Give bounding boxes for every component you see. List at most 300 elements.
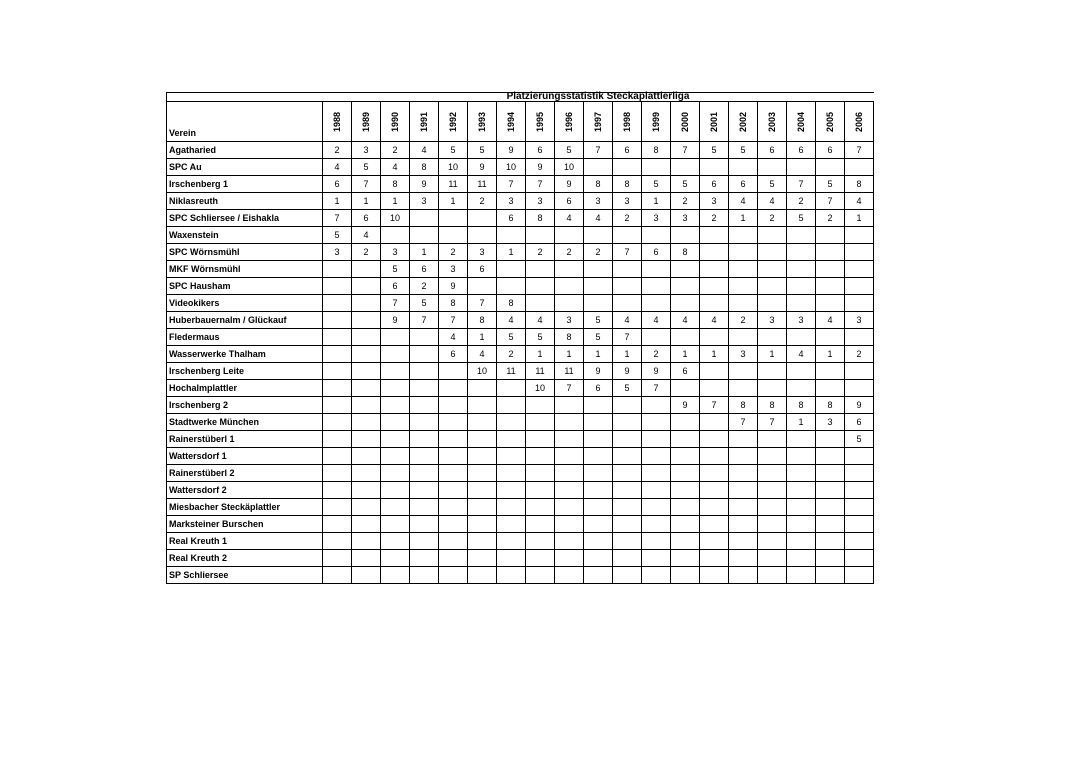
- placement-cell: 7: [613, 244, 642, 261]
- year-header: [468, 102, 497, 142]
- placement-cell: [381, 448, 410, 465]
- placement-cell: [555, 516, 584, 533]
- placement-cell: [526, 397, 555, 414]
- placement-cell: [584, 482, 613, 499]
- placement-cell: 11: [468, 176, 497, 193]
- placement-cell: [613, 278, 642, 295]
- placement-cell: [323, 363, 352, 380]
- placement-cell: [352, 482, 381, 499]
- placement-cell: [526, 448, 555, 465]
- placement-cell: [642, 567, 671, 584]
- placement-cell: 8: [729, 397, 758, 414]
- placement-cell: 9: [642, 363, 671, 380]
- placement-cell: [700, 567, 729, 584]
- placement-cell: 6: [468, 261, 497, 278]
- placement-cell: [700, 448, 729, 465]
- placement-cell: 2: [787, 193, 816, 210]
- placement-cell: 7: [816, 193, 845, 210]
- placement-cell: [555, 482, 584, 499]
- club-name: SPC Au: [167, 159, 323, 176]
- placement-cell: 7: [468, 295, 497, 312]
- placement-cell: [468, 482, 497, 499]
- placement-cell: [642, 159, 671, 176]
- placement-cell: [410, 414, 439, 431]
- placement-cell: [613, 261, 642, 278]
- year-label: 1992: [448, 111, 458, 132]
- placement-cell: [584, 159, 613, 176]
- placement-cell: [642, 550, 671, 567]
- placement-cell: [410, 482, 439, 499]
- placement-cell: [410, 380, 439, 397]
- placement-cell: [845, 278, 874, 295]
- placement-cell: [323, 499, 352, 516]
- placement-cell: 11: [555, 363, 584, 380]
- placement-cell: [845, 363, 874, 380]
- year-header: [584, 102, 613, 142]
- placement-cell: [439, 380, 468, 397]
- placement-cell: [555, 567, 584, 584]
- placement-cell: [816, 261, 845, 278]
- year-header: [439, 102, 468, 142]
- placement-cell: 1: [758, 346, 787, 363]
- placement-cell: 9: [381, 312, 410, 329]
- placement-cell: [497, 380, 526, 397]
- placement-cell: [671, 448, 700, 465]
- placement-cell: [700, 295, 729, 312]
- placement-cell: 6: [526, 142, 555, 159]
- placement-cell: 4: [497, 312, 526, 329]
- placement-cell: 7: [729, 414, 758, 431]
- placement-cell: [410, 210, 439, 227]
- placement-cell: [700, 414, 729, 431]
- placement-cell: [323, 414, 352, 431]
- placement-cell: [323, 278, 352, 295]
- placement-cell: [816, 533, 845, 550]
- placement-cell: [671, 295, 700, 312]
- placement-cell: [584, 533, 613, 550]
- placement-cell: [729, 278, 758, 295]
- placement-cell: [323, 380, 352, 397]
- placement-cell: [439, 465, 468, 482]
- placement-cell: 9: [497, 142, 526, 159]
- placement-cell: 9: [410, 176, 439, 193]
- placement-cell: 2: [816, 210, 845, 227]
- placement-cell: [497, 499, 526, 516]
- placement-cell: [729, 533, 758, 550]
- placement-cell: 6: [758, 142, 787, 159]
- placement-cell: [729, 499, 758, 516]
- placement-cell: 9: [671, 397, 700, 414]
- placement-cell: 2: [613, 210, 642, 227]
- placement-cell: 1: [613, 346, 642, 363]
- placement-cell: [642, 278, 671, 295]
- club-name: Hochalmplattler: [167, 380, 323, 397]
- placement-cell: [323, 312, 352, 329]
- placement-cell: 8: [439, 295, 468, 312]
- placement-cell: [642, 465, 671, 482]
- placement-cell: [700, 499, 729, 516]
- placement-cell: 9: [526, 159, 555, 176]
- placement-cell: [584, 550, 613, 567]
- placement-cell: [439, 550, 468, 567]
- placement-cell: 6: [352, 210, 381, 227]
- placement-cell: [439, 482, 468, 499]
- placement-cell: 6: [381, 278, 410, 295]
- placement-cell: 5: [497, 329, 526, 346]
- club-name: SPC Wörnsmühl: [167, 244, 323, 261]
- placement-cell: 5: [613, 380, 642, 397]
- placement-cell: 2: [439, 244, 468, 261]
- club-name: Rainerstüberl 2: [167, 465, 323, 482]
- placement-cell: 8: [555, 329, 584, 346]
- placement-cell: 5: [468, 142, 497, 159]
- placement-cell: [758, 329, 787, 346]
- placement-cell: [323, 482, 352, 499]
- placement-cell: [758, 295, 787, 312]
- placement-cell: [700, 550, 729, 567]
- placement-cell: 3: [613, 193, 642, 210]
- placement-cell: [526, 533, 555, 550]
- placement-cell: [787, 465, 816, 482]
- placement-cell: [555, 278, 584, 295]
- placement-cell: 5: [555, 142, 584, 159]
- placement-cell: [410, 329, 439, 346]
- placement-cell: [816, 465, 845, 482]
- placement-cell: [700, 431, 729, 448]
- club-name: Miesbacher Steckäplattler: [167, 499, 323, 516]
- placement-cell: [439, 448, 468, 465]
- placement-cell: [468, 380, 497, 397]
- placement-cell: [613, 295, 642, 312]
- placement-cell: 4: [381, 159, 410, 176]
- placement-cell: 3: [352, 142, 381, 159]
- placement-cell: 3: [323, 244, 352, 261]
- placement-cell: [526, 227, 555, 244]
- table-title: Platzierungsstatistik Steckäplattlerliga: [323, 93, 874, 102]
- placement-cell: [845, 261, 874, 278]
- placement-cell: [497, 550, 526, 567]
- placement-cell: 9: [584, 363, 613, 380]
- placement-cell: [816, 278, 845, 295]
- placement-cell: 6: [671, 363, 700, 380]
- placement-cell: 10: [555, 159, 584, 176]
- placement-cell: [642, 482, 671, 499]
- placement-cell: [410, 516, 439, 533]
- table-row: [167, 465, 874, 482]
- placement-cell: 3: [700, 193, 729, 210]
- placement-cell: [787, 431, 816, 448]
- placement-cell: [555, 448, 584, 465]
- placement-cell: [468, 210, 497, 227]
- year-label: 1997: [593, 111, 603, 132]
- placement-cell: [526, 414, 555, 431]
- placement-cell: [352, 380, 381, 397]
- club-name: Real Kreuth 1: [167, 533, 323, 550]
- placement-cell: [787, 533, 816, 550]
- placement-cell: [526, 550, 555, 567]
- placement-cell: [381, 227, 410, 244]
- placement-cell: [642, 431, 671, 448]
- placement-cell: [439, 499, 468, 516]
- placement-cell: [787, 278, 816, 295]
- placement-cell: 2: [468, 193, 497, 210]
- placement-cell: [439, 516, 468, 533]
- placement-cell: 1: [555, 346, 584, 363]
- placement-cell: [352, 329, 381, 346]
- placement-cell: [700, 227, 729, 244]
- placement-cell: 6: [787, 142, 816, 159]
- club-name: Fledermaus: [167, 329, 323, 346]
- placement-cell: 7: [410, 312, 439, 329]
- placement-cell: 8: [816, 397, 845, 414]
- placement-cell: [758, 431, 787, 448]
- placement-cell: [381, 533, 410, 550]
- placement-cell: [555, 465, 584, 482]
- placement-cell: 3: [468, 244, 497, 261]
- placement-cell: [671, 533, 700, 550]
- placement-cell: [468, 550, 497, 567]
- placement-cell: [323, 567, 352, 584]
- placement-cell: [584, 499, 613, 516]
- placement-cell: [845, 329, 874, 346]
- placement-cell: 3: [497, 193, 526, 210]
- table-row: [167, 278, 874, 295]
- placement-cell: 4: [700, 312, 729, 329]
- placement-cell: [555, 499, 584, 516]
- placement-cell: 2: [410, 278, 439, 295]
- placement-cell: 3: [642, 210, 671, 227]
- table-row: [167, 261, 874, 278]
- placement-cell: [642, 499, 671, 516]
- placement-cell: [584, 431, 613, 448]
- placement-cell: [729, 516, 758, 533]
- placement-cell: 2: [381, 142, 410, 159]
- placement-cell: [845, 159, 874, 176]
- placement-cell: 11: [439, 176, 468, 193]
- placement-cell: [352, 499, 381, 516]
- placement-cell: [787, 550, 816, 567]
- placement-cell: [323, 329, 352, 346]
- club-name: MKF Wörnsmühl: [167, 261, 323, 278]
- placement-cell: [381, 516, 410, 533]
- year-header: [700, 102, 729, 142]
- placement-cell: [468, 227, 497, 244]
- placement-cell: [497, 567, 526, 584]
- placement-cell: 5: [758, 176, 787, 193]
- placement-cell: [613, 414, 642, 431]
- placement-cell: [352, 448, 381, 465]
- placement-cell: 9: [845, 397, 874, 414]
- placement-cell: 1: [816, 346, 845, 363]
- table-row: [167, 295, 874, 312]
- club-name: Agatharied: [167, 142, 323, 159]
- verein-header: Verein: [167, 102, 323, 142]
- table-row: [167, 346, 874, 363]
- placement-cell: [468, 431, 497, 448]
- placement-cell: [468, 516, 497, 533]
- year-label: 2001: [709, 111, 719, 132]
- placement-cell: 8: [613, 176, 642, 193]
- placement-cell: [584, 295, 613, 312]
- placement-cell: [758, 244, 787, 261]
- placement-cell: 6: [439, 346, 468, 363]
- placement-cell: [323, 516, 352, 533]
- placement-cell: 2: [526, 244, 555, 261]
- placement-cell: [323, 431, 352, 448]
- placement-cell: 3: [555, 312, 584, 329]
- placement-cell: [845, 567, 874, 584]
- placement-cell: [410, 431, 439, 448]
- club-name: Rainerstüberl 1: [167, 431, 323, 448]
- placement-cell: [613, 431, 642, 448]
- placement-cell: 11: [497, 363, 526, 380]
- placement-cell: 10: [439, 159, 468, 176]
- placement-cell: [671, 499, 700, 516]
- placement-cell: 8: [410, 159, 439, 176]
- placement-cell: [352, 295, 381, 312]
- placement-cell: [555, 261, 584, 278]
- placement-cell: 7: [845, 142, 874, 159]
- placement-cell: 5: [700, 142, 729, 159]
- year-label: 1989: [361, 111, 371, 132]
- placement-cell: [758, 380, 787, 397]
- placement-cell: [555, 295, 584, 312]
- placement-cell: [584, 448, 613, 465]
- placement-cell: [323, 533, 352, 550]
- placement-cell: 6: [410, 261, 439, 278]
- placement-cell: [787, 380, 816, 397]
- placement-cell: [352, 516, 381, 533]
- placement-cell: 1: [845, 210, 874, 227]
- placement-cell: [642, 329, 671, 346]
- placement-cell: [700, 533, 729, 550]
- placement-cell: [613, 397, 642, 414]
- placement-cell: [497, 397, 526, 414]
- year-header: [642, 102, 671, 142]
- placement-cell: [671, 278, 700, 295]
- placement-cell: 5: [845, 431, 874, 448]
- year-label: 2002: [738, 111, 748, 132]
- placement-cell: 4: [439, 329, 468, 346]
- placement-cell: 1: [439, 193, 468, 210]
- placement-cell: 6: [642, 244, 671, 261]
- placement-cell: [729, 261, 758, 278]
- placement-cell: [381, 363, 410, 380]
- placement-cell: 6: [497, 210, 526, 227]
- placement-cell: 1: [381, 193, 410, 210]
- placement-cell: [671, 414, 700, 431]
- club-name: Marksteiner Burschen: [167, 516, 323, 533]
- placement-cell: 6: [584, 380, 613, 397]
- placement-cell: [526, 261, 555, 278]
- placement-cell: [555, 227, 584, 244]
- placement-cell: [642, 295, 671, 312]
- club-name: SP Schliersee: [167, 567, 323, 584]
- table-row: [167, 244, 874, 261]
- placement-cell: [758, 499, 787, 516]
- placement-cell: [729, 363, 758, 380]
- table-row: [167, 397, 874, 414]
- placement-cell: [845, 448, 874, 465]
- placement-cell: [816, 295, 845, 312]
- placement-cell: 7: [497, 176, 526, 193]
- placement-cell: [468, 533, 497, 550]
- placement-cell: [555, 550, 584, 567]
- placement-cell: [816, 550, 845, 567]
- placement-cell: [845, 244, 874, 261]
- placement-cell: 1: [700, 346, 729, 363]
- placement-cell: [787, 329, 816, 346]
- placement-cell: 7: [323, 210, 352, 227]
- placement-cell: [439, 210, 468, 227]
- placement-cell: [352, 465, 381, 482]
- placement-cell: [410, 550, 439, 567]
- placement-cell: 2: [700, 210, 729, 227]
- placement-cell: 8: [468, 312, 497, 329]
- placement-cell: [845, 465, 874, 482]
- placement-cell: [845, 516, 874, 533]
- year-header: [381, 102, 410, 142]
- placement-cell: 7: [352, 176, 381, 193]
- year-label: 1995: [535, 111, 545, 132]
- club-name: Irschenberg 1: [167, 176, 323, 193]
- club-name: SPC Hausham: [167, 278, 323, 295]
- placement-cell: [410, 346, 439, 363]
- placement-cell: [671, 482, 700, 499]
- placement-cell: [816, 227, 845, 244]
- placement-cell: [816, 431, 845, 448]
- table-row: [167, 176, 874, 193]
- year-header: [526, 102, 555, 142]
- placement-cell: 1: [497, 244, 526, 261]
- placement-cell: [352, 363, 381, 380]
- placement-cell: 2: [729, 312, 758, 329]
- placement-cell: [497, 278, 526, 295]
- table-row: [167, 142, 874, 159]
- placement-cell: 8: [787, 397, 816, 414]
- table-row: [167, 550, 874, 567]
- placement-cell: 1: [584, 346, 613, 363]
- placement-cell: 5: [439, 142, 468, 159]
- placement-cell: 10: [381, 210, 410, 227]
- year-header: [323, 102, 352, 142]
- placement-cell: [787, 567, 816, 584]
- placement-cell: [700, 278, 729, 295]
- placement-cell: [787, 295, 816, 312]
- placement-cell: 2: [352, 244, 381, 261]
- placement-cell: [613, 465, 642, 482]
- placement-cell: 5: [323, 227, 352, 244]
- placement-cell: [671, 516, 700, 533]
- placement-cell: 2: [845, 346, 874, 363]
- placement-cell: [468, 278, 497, 295]
- club-name: Irschenberg Leite: [167, 363, 323, 380]
- placement-cell: 3: [729, 346, 758, 363]
- placement-cell: [845, 499, 874, 516]
- year-header: [410, 102, 439, 142]
- table-row: [167, 431, 874, 448]
- placement-cell: [352, 346, 381, 363]
- placement-cell: [729, 329, 758, 346]
- placement-cell: [816, 380, 845, 397]
- year-header: [845, 102, 874, 142]
- placement-cell: 3: [526, 193, 555, 210]
- placement-cell: [758, 227, 787, 244]
- placement-cell: 3: [758, 312, 787, 329]
- placement-cell: [352, 567, 381, 584]
- placement-cell: 2: [671, 193, 700, 210]
- placement-cell: 3: [845, 312, 874, 329]
